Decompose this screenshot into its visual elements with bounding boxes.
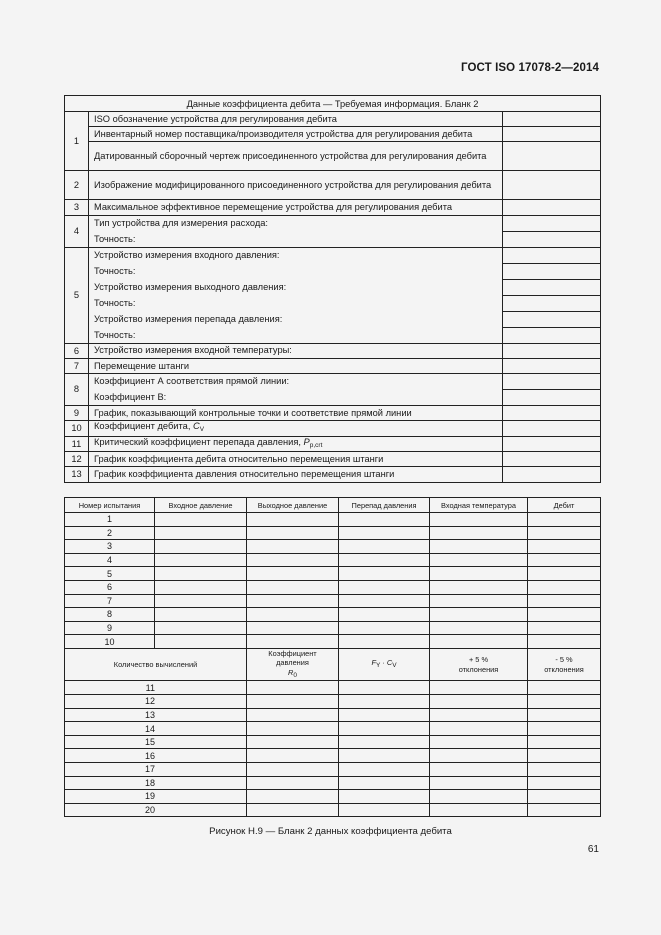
- data-cell[interactable]: [247, 567, 339, 581]
- data-cell[interactable]: [339, 695, 430, 709]
- calc-row: [65, 790, 601, 804]
- data-cell[interactable]: [247, 526, 339, 540]
- row-number: 1: [65, 112, 89, 171]
- answer-cell[interactable]: [503, 405, 601, 420]
- data-cell[interactable]: [155, 621, 247, 635]
- row-label-text: Коэффициент дебита,: [94, 421, 193, 432]
- data-cell[interactable]: [430, 763, 528, 777]
- answer-cell[interactable]: [503, 358, 601, 373]
- answer-cell[interactable]: [503, 279, 601, 295]
- data-cell[interactable]: [528, 513, 601, 527]
- row-number: 9: [65, 405, 89, 420]
- cv-symbol: C: [386, 658, 393, 668]
- test-row: [65, 553, 601, 567]
- minus-deviation-label: отклонения: [544, 664, 584, 674]
- data-cell[interactable]: [528, 722, 601, 736]
- data-cell[interactable]: [247, 580, 339, 594]
- answer-cell[interactable]: [503, 389, 601, 405]
- row-label: Точность:: [89, 327, 503, 343]
- calc-row: [65, 776, 601, 790]
- row-number: 11: [65, 436, 89, 452]
- data-cell[interactable]: [430, 526, 528, 540]
- test-number: 1: [65, 513, 155, 527]
- data-cell[interactable]: [430, 749, 528, 763]
- coef-symbol: R: [288, 667, 294, 677]
- calc-number: 19: [65, 790, 247, 804]
- row-label: Инвентарный номер поставщика/производителя устройства для регулирования дебита: [89, 127, 503, 142]
- row-number: 7: [65, 358, 89, 373]
- data-cell[interactable]: [155, 580, 247, 594]
- data-cell[interactable]: [430, 621, 528, 635]
- row-number: 12: [65, 452, 89, 467]
- test-number: 3: [65, 540, 155, 554]
- data-cell[interactable]: [528, 749, 601, 763]
- row-label: Коэффициент А соответствия прямой линии:: [89, 373, 503, 389]
- col-header-fy-cv: [339, 648, 430, 681]
- data-cell[interactable]: [430, 540, 528, 554]
- calc-number: 13: [65, 708, 247, 722]
- data-cell[interactable]: [528, 621, 601, 635]
- data-cell[interactable]: [247, 763, 339, 777]
- test-number: 4: [65, 553, 155, 567]
- calc-row: [65, 708, 601, 722]
- test-number: 2: [65, 526, 155, 540]
- data-cell[interactable]: [339, 790, 430, 804]
- minus-deviation-value: - 5 %: [555, 655, 573, 665]
- row-label: Устройство измерения входной температуры:: [89, 343, 503, 358]
- test-row: [65, 594, 601, 608]
- data-cell[interactable]: [430, 803, 528, 817]
- data-cell[interactable]: [339, 681, 430, 695]
- row-label: Коэффициент В:: [89, 389, 503, 405]
- calc-number: 15: [65, 735, 247, 749]
- calc-row: [65, 803, 601, 817]
- form-caption: Данные коэффициента дебита — Требуемая информация. Бланк 2: [65, 96, 601, 112]
- row-number: 6: [65, 343, 89, 358]
- data-cell[interactable]: [247, 513, 339, 527]
- data-cell[interactable]: [339, 621, 430, 635]
- data-cell[interactable]: [339, 776, 430, 790]
- test-row: [65, 513, 601, 527]
- calc-number: 17: [65, 763, 247, 777]
- data-cell[interactable]: [528, 594, 601, 608]
- col-header-test-number: Номер испытания: [65, 498, 155, 513]
- data-cell[interactable]: [339, 803, 430, 817]
- row-label-text: Критический коэффициент перепада давления,: [94, 436, 304, 447]
- data-cell[interactable]: [247, 621, 339, 635]
- data-cell[interactable]: [430, 553, 528, 567]
- calc-number: 18: [65, 776, 247, 790]
- coef-subscript: 0: [293, 671, 297, 679]
- row-label: Точность:: [89, 295, 503, 311]
- data-cell[interactable]: [339, 594, 430, 608]
- cv-subscript: V: [199, 426, 205, 434]
- data-cell[interactable]: [430, 513, 528, 527]
- calc-row: [65, 749, 601, 763]
- data-cell[interactable]: [339, 540, 430, 554]
- data-cell[interactable]: [430, 580, 528, 594]
- data-cell[interactable]: [155, 553, 247, 567]
- data-cell[interactable]: [339, 722, 430, 736]
- data-cell[interactable]: [339, 567, 430, 581]
- data-cell[interactable]: [430, 594, 528, 608]
- data-cell[interactable]: [528, 735, 601, 749]
- test-number: 5: [65, 567, 155, 581]
- answer-cell[interactable]: [503, 231, 601, 247]
- data-cell[interactable]: [339, 735, 430, 749]
- test-data-table: [64, 497, 601, 817]
- test-row: [65, 526, 601, 540]
- col-header-pressure-coef: [247, 648, 339, 681]
- data-cell[interactable]: [339, 708, 430, 722]
- data-cell[interactable]: [430, 735, 528, 749]
- row-number: 5: [65, 247, 89, 343]
- test-row: [65, 608, 601, 622]
- data-cell[interactable]: [247, 681, 339, 695]
- test-number: 6: [65, 580, 155, 594]
- answer-cell[interactable]: [503, 467, 601, 482]
- cv-subscript: V: [392, 662, 397, 670]
- col-header-inlet-temperature: Входная температура: [430, 498, 528, 513]
- data-cell[interactable]: [430, 635, 528, 649]
- row-number: 10: [65, 421, 89, 437]
- data-cell[interactable]: [528, 608, 601, 622]
- answer-cell[interactable]: [503, 112, 601, 127]
- answer-cell[interactable]: [503, 421, 601, 437]
- data-cell[interactable]: [247, 594, 339, 608]
- plus-deviation-label: отклонения: [458, 664, 499, 674]
- data-cell[interactable]: [528, 763, 601, 777]
- data-cell[interactable]: [247, 776, 339, 790]
- calc-number: 14: [65, 722, 247, 736]
- answer-cell[interactable]: [503, 215, 601, 231]
- calc-number: 12: [65, 695, 247, 709]
- answer-cell[interactable]: [503, 142, 601, 171]
- data-cell[interactable]: [247, 749, 339, 763]
- data-cell[interactable]: [155, 594, 247, 608]
- col-header-inlet-pressure: Входное давление: [155, 498, 247, 513]
- required-info-form: [64, 95, 601, 483]
- data-cell[interactable]: [528, 790, 601, 804]
- data-cell[interactable]: [430, 567, 528, 581]
- page-number: 61: [587, 844, 599, 855]
- calc-number: 20: [65, 803, 247, 817]
- answer-cell[interactable]: [503, 127, 601, 142]
- data-cell[interactable]: [430, 695, 528, 709]
- data-cell[interactable]: [247, 803, 339, 817]
- figure-caption: Рисунок Н.9 — Бланк 2 данных коэффициента дебита: [209, 826, 452, 837]
- row-label: ISO обозначение устройства для регулирования дебита: [89, 112, 503, 127]
- coef-line2: давления: [276, 658, 309, 668]
- row-label: Устройство измерения входного давления:: [89, 247, 503, 263]
- data-cell[interactable]: [155, 526, 247, 540]
- data-cell[interactable]: [430, 608, 528, 622]
- test-row: [65, 580, 601, 594]
- answer-cell[interactable]: [503, 263, 601, 279]
- data-cell[interactable]: [155, 513, 247, 527]
- row-number: 8: [65, 373, 89, 405]
- row-number: 3: [65, 200, 89, 215]
- data-cell[interactable]: [247, 695, 339, 709]
- data-cell[interactable]: [528, 580, 601, 594]
- answer-cell[interactable]: [503, 171, 601, 200]
- data-cell[interactable]: [155, 567, 247, 581]
- data-cell[interactable]: [528, 708, 601, 722]
- data-cell[interactable]: [528, 553, 601, 567]
- answer-cell[interactable]: [503, 327, 601, 343]
- data-cell[interactable]: [339, 553, 430, 567]
- p-symbol: P: [303, 436, 310, 447]
- test-number: 8: [65, 608, 155, 622]
- answer-cell[interactable]: [503, 343, 601, 358]
- row-label: Датированный сборочный чертеж присоединенного устройства для регулирования дебита: [89, 142, 503, 171]
- data-cell[interactable]: [528, 540, 601, 554]
- answer-cell[interactable]: [503, 295, 601, 311]
- data-cell[interactable]: [430, 776, 528, 790]
- data-cell[interactable]: [155, 608, 247, 622]
- data-cell[interactable]: [339, 763, 430, 777]
- row-label: График, показывающий контрольные точки и соответствие прямой линии: [89, 405, 503, 420]
- row-label: [89, 436, 503, 452]
- col-header-outlet-pressure: Выходное давление: [247, 498, 339, 513]
- data-cell[interactable]: [247, 540, 339, 554]
- test-row: [65, 621, 601, 635]
- data-cell[interactable]: [247, 708, 339, 722]
- data-cell[interactable]: [339, 580, 430, 594]
- row-label: Перемещение штанги: [89, 358, 503, 373]
- data-cell[interactable]: [247, 635, 339, 649]
- answer-cell[interactable]: [503, 373, 601, 389]
- data-cell[interactable]: [528, 567, 601, 581]
- row-label: Точность:: [89, 231, 503, 247]
- calc-number: 16: [65, 749, 247, 763]
- row-label: Устройство измерения перепада давления:: [89, 311, 503, 327]
- data-cell[interactable]: [155, 635, 247, 649]
- col-header-pressure-drop: Перепад давления: [339, 498, 430, 513]
- col-header-flow-rate: Дебит: [528, 498, 601, 513]
- data-cell[interactable]: [247, 553, 339, 567]
- calc-row: [65, 763, 601, 777]
- data-cell[interactable]: [339, 749, 430, 763]
- row-label: График коэффициента давления относительно перемещения штанги: [89, 467, 503, 482]
- fy-subscript: Y: [375, 662, 381, 670]
- col-header-minus-deviation: [528, 648, 601, 681]
- test-row: [65, 635, 601, 649]
- data-cell[interactable]: [528, 635, 601, 649]
- data-cell[interactable]: [339, 635, 430, 649]
- data-cell[interactable]: [430, 681, 528, 695]
- row-label: График коэффициента дебита относительно перемещения штанги: [89, 452, 503, 467]
- col-header-calc-count: Количество вычислений: [65, 648, 247, 681]
- fy-symbol: F: [371, 658, 376, 668]
- calc-row: [65, 735, 601, 749]
- data-cell[interactable]: [247, 608, 339, 622]
- calc-row: [65, 681, 601, 695]
- standard-header: ГОСТ ISO 17078-2—2014: [461, 62, 599, 74]
- answer-cell[interactable]: [503, 200, 601, 215]
- data-cell[interactable]: [528, 803, 601, 817]
- data-cell[interactable]: [430, 722, 528, 736]
- dot-operator: ·: [380, 658, 387, 668]
- calc-row: [65, 722, 601, 736]
- row-label: Максимальное эффективное перемещение устройства для регулирования дебита: [89, 200, 503, 215]
- row-label: Точность:: [89, 263, 503, 279]
- data-cell[interactable]: [528, 681, 601, 695]
- test-number: 7: [65, 594, 155, 608]
- data-cell[interactable]: [247, 790, 339, 804]
- test-number: 9: [65, 621, 155, 635]
- data-cell[interactable]: [339, 608, 430, 622]
- row-label: Устройство измерения выходного давления:: [89, 279, 503, 295]
- data-cell[interactable]: [155, 540, 247, 554]
- cv-symbol: C: [192, 421, 200, 432]
- row-number: 13: [65, 467, 89, 482]
- col-header-plus-deviation: [430, 648, 528, 681]
- data-cell[interactable]: [430, 708, 528, 722]
- test-row: [65, 567, 601, 581]
- answer-cell[interactable]: [503, 311, 601, 327]
- calc-row: [65, 695, 601, 709]
- answer-cell[interactable]: [503, 436, 601, 452]
- data-cell[interactable]: [247, 722, 339, 736]
- data-cell[interactable]: [247, 735, 339, 749]
- data-cell[interactable]: [430, 790, 528, 804]
- data-cell[interactable]: [339, 526, 430, 540]
- test-row: [65, 540, 601, 554]
- p-subscript: p,crt: [309, 441, 323, 449]
- row-label: Изображение модифицированного присоединенного устройства для регулирования дебита: [89, 171, 503, 200]
- answer-cell[interactable]: [503, 247, 601, 263]
- row-label: [89, 421, 503, 437]
- calc-number: 11: [65, 681, 247, 695]
- row-number: 4: [65, 215, 89, 247]
- test-number: 10: [65, 635, 155, 649]
- data-cell[interactable]: [528, 526, 601, 540]
- plus-deviation-value: + 5 %: [468, 655, 489, 665]
- data-cell[interactable]: [339, 513, 430, 527]
- answer-cell[interactable]: [503, 452, 601, 467]
- coef-line1: Коэффициент: [268, 648, 317, 658]
- data-cell[interactable]: [528, 776, 601, 790]
- data-cell[interactable]: [528, 695, 601, 709]
- row-label: Тип устройства для измерения расхода:: [89, 215, 503, 231]
- row-number: 2: [65, 171, 89, 200]
